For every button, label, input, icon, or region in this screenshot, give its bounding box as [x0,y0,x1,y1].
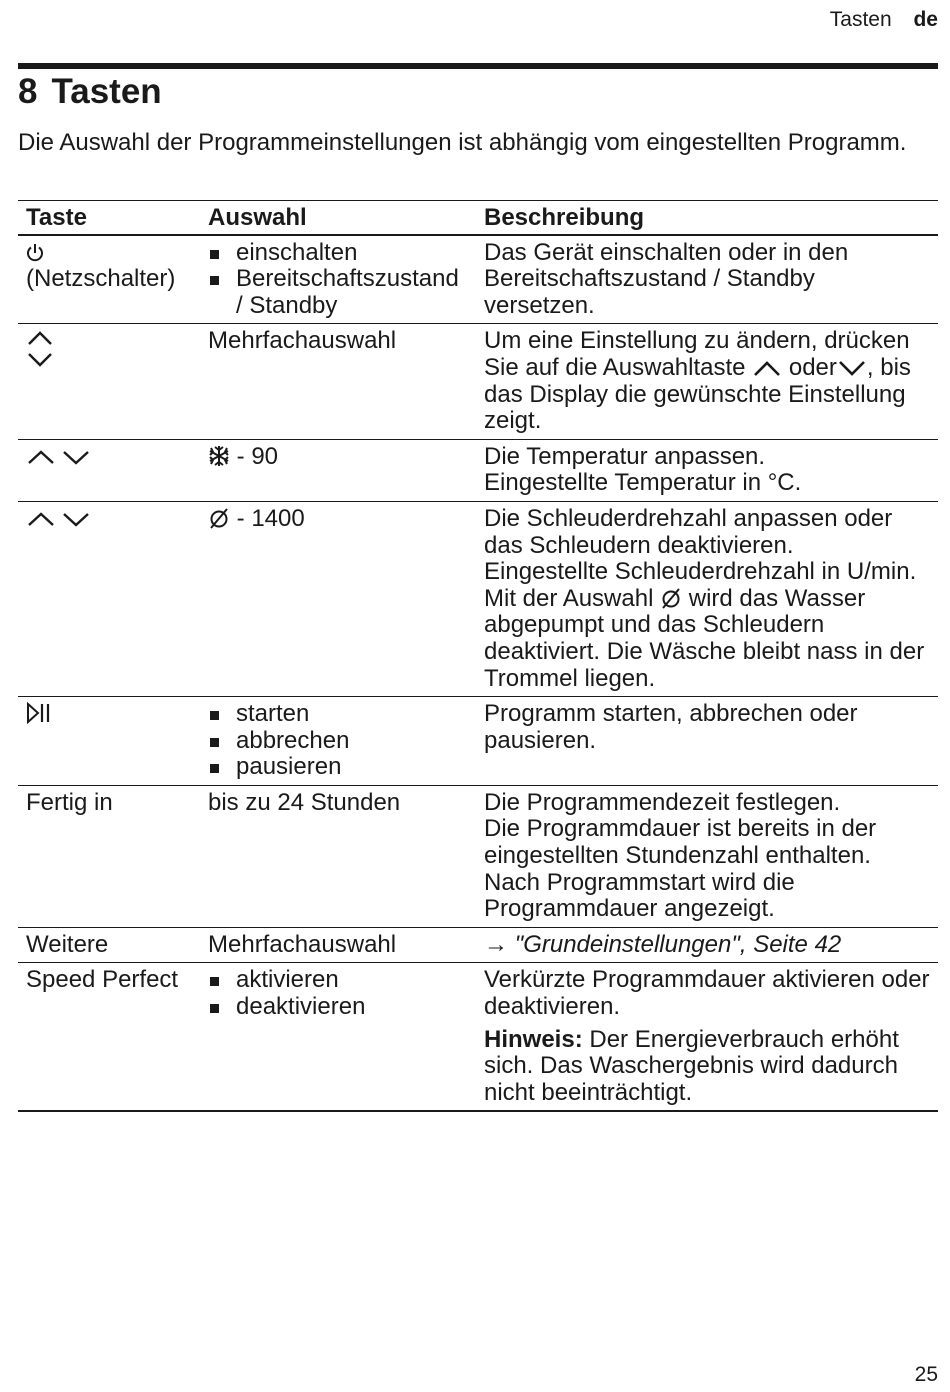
header-taste: Taste [18,201,200,235]
list-item: einschalten [208,240,470,267]
list-item: starten [208,701,470,728]
intro-text: Die Auswahl der Programmeinstellungen ist abhängig vom eingestellten Programm. [18,129,907,156]
chevron-up-down-icon [26,447,94,467]
list-item: deaktivieren [208,994,470,1021]
option-label: - 90 [236,442,279,470]
description-cell: Die Temperatur anpassen. Eingestellte Temperatur in °C. [476,439,938,501]
option-cell [200,235,476,324]
description-cell: Verkürzte Programmdauer aktivieren oder deaktivieren. Hinweis: Der Energieverbrauch erhöht sich. Das Waschergebnis wird dadurch nicht beeinträchtigt. [476,963,938,1111]
key-label: (Netzschalter) [26,265,176,293]
no-spin-icon [208,507,230,529]
list-item: aktivieren [208,967,470,994]
option-cell: Mehrfachauswahl [200,927,476,963]
chapter-heading [18,72,162,112]
chapter-title: Tasten [51,72,162,111]
key-cell [18,439,200,501]
table-row [18,439,938,501]
key-cell [18,501,200,696]
table-row [18,963,938,1111]
xref-link[interactable]: "Grundeinstellungen", Seite 42 [514,930,842,958]
chevron-down-icon [26,350,54,370]
play-pause-icon [26,702,52,724]
option-cell [200,439,476,501]
table-row [18,235,938,324]
table-row [18,785,938,927]
key-cell: Speed Perfect [18,963,200,1111]
option-cell [200,501,476,696]
table-row [18,697,938,786]
description-cell [476,927,938,963]
note [484,1027,932,1107]
page-number: 25 [914,1363,938,1386]
option-label: - 1400 [236,504,305,532]
table-row [18,927,938,963]
buttons-table [18,200,938,1112]
option-cell: Mehrfachauswahl [200,324,476,439]
key-cell: Fertig in [18,785,200,927]
header-auswahl: Auswahl [200,201,476,235]
description-cell: Um eine Einstellung zu ändern, drücken Sie auf die Auswahltaste oder , bis das Display die gewünschte Einstellung zeigt. [476,324,938,439]
option-cell: bis zu 24 Stunden [200,785,476,927]
chapter-number: 8 [18,72,38,111]
note-label: Hinweis: [484,1025,583,1053]
key-cell [18,235,200,324]
table-row [18,324,938,439]
table-header-row [18,201,938,235]
description-cell: Die Programmendezeit festlegen. Die Programmdauer ist bereits in der eingestellten Stundenzahl enthalten. Nach Programmstart wird die Programmdauer angezeigt. [476,785,938,927]
table-row [18,501,938,696]
no-spin-icon [660,587,682,609]
running-header [830,8,938,32]
option-cell [200,697,476,786]
key-cell [18,697,200,786]
chevron-down-icon [837,358,867,378]
header-lang: de [913,8,938,31]
list-item: abbrechen [208,728,470,755]
description-cell: Die Schleuderdrehzahl anpassen oder das Schleudern deaktivieren. Eingestellte Schleuderdrehzahl in U/min. Mit der Auswahl wird das Wasser abgepumpt und das Schleudern deaktiviert. Die Wäsche bleibt nass in der Trommel liegen. [476,501,938,696]
header-rule [18,63,938,69]
snowflake-icon [208,445,230,467]
description-cell: Programm starten, abbrechen oder pausieren. [476,697,938,786]
chevron-up-icon [752,358,782,378]
list-item: pausieren [208,754,470,781]
chevron-up-icon [26,328,54,348]
option-cell [200,963,476,1111]
power-icon [26,243,44,263]
key-cell: Weitere [18,927,200,963]
key-cell [18,324,200,439]
description-cell: Das Gerät einschalten oder in den Bereitschaftszustand / Standby versetzen. [476,235,938,324]
note-text: Der Energieverbrauch erhöht sich. Das Waschergebnis wird dadurch nicht beeinträchtigt. [484,1025,899,1106]
header-beschreibung: Beschreibung [476,201,938,235]
chevron-up-down-icon [26,509,94,529]
header-section: Tasten [829,8,892,31]
list-item: Bereitschaftszustand / Standby [208,266,470,319]
xref-arrow: → [484,930,508,958]
